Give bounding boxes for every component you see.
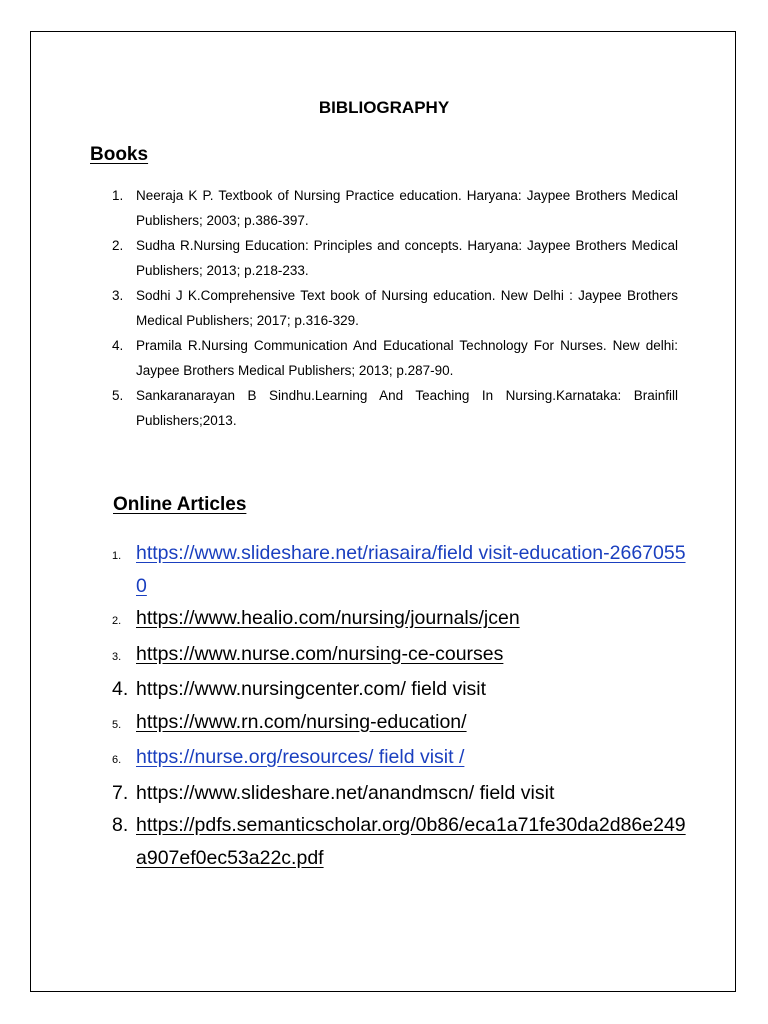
article-item xyxy=(112,777,692,810)
article-link[interactable]: https://www.rn.com/nursing-education/ xyxy=(136,710,467,733)
article-link[interactable]: https://www.slideshare.net/riasaira/field visit-education-26670550 xyxy=(136,542,686,597)
article-number: 2. xyxy=(112,615,122,627)
book-item xyxy=(112,383,678,433)
article-item xyxy=(112,673,692,706)
online-articles-list xyxy=(112,537,692,874)
book-item xyxy=(112,283,678,333)
article-number: 3. xyxy=(112,650,122,663)
page-title: BIBLIOGRAPHY xyxy=(318,98,450,117)
book-citation: Neeraja K P. Textbook of Nursing Practice education. Haryana: Jaypee Brothers Medical Publishers; 2003; p.386-397. xyxy=(136,188,678,228)
article-item xyxy=(112,638,692,674)
books-list xyxy=(112,183,678,433)
article-number: 7. xyxy=(112,781,129,804)
book-citation: Sodhi J K.Comprehensive Text book of Nursing education. New Delhi : Jaypee Brothers Medical Publishers; 2017; p.316-329. xyxy=(136,288,678,328)
article-item xyxy=(112,602,692,638)
books-heading: Books xyxy=(90,144,149,165)
book-item xyxy=(112,183,678,233)
book-item xyxy=(112,333,678,383)
article-item xyxy=(112,537,692,602)
article-item xyxy=(112,706,692,742)
book-number: 2. xyxy=(112,238,124,253)
book-citation: Pramila R.Nursing Communication And Educational Technology For Nurses. New delhi: Jaypee Brothers Medical Publishers; 2013; p.287-90. xyxy=(136,338,678,378)
article-item xyxy=(112,741,692,777)
book-number: 5. xyxy=(112,388,124,403)
article-number: 6. xyxy=(112,754,122,766)
book-citation: Sankaranarayan B Sindhu.Learning And Teaching In Nursing.Karnataka: Brainfill Publishers;2013. xyxy=(136,388,678,428)
article-number: 1. xyxy=(112,550,122,562)
article-item xyxy=(112,809,692,874)
online-articles-heading: Online Articles xyxy=(113,494,247,515)
book-item xyxy=(112,233,678,283)
article-link: https://www.nursingcenter.com/ field visit xyxy=(136,678,487,700)
book-number: 3. xyxy=(112,288,124,303)
article-link[interactable]: https://www.healio.com/nursing/journals/jcen xyxy=(136,607,520,629)
article-number: 5. xyxy=(112,718,122,731)
article-number: 4. xyxy=(112,678,129,700)
book-number: 1. xyxy=(112,188,124,203)
book-number: 4. xyxy=(112,338,124,353)
book-citation: Sudha R.Nursing Education: Principles and concepts. Haryana: Jaypee Brothers Medical Publishers; 2013; p.218-233. xyxy=(136,238,678,278)
article-link[interactable]: https://pdfs.semanticscholar.org/0b86/eca1a71fe30da2d86e249a907ef0ec53a22c.pdf xyxy=(136,814,686,869)
article-number: 8. xyxy=(112,814,129,836)
article-link: https://www.slideshare.net/anandmscn/ field visit xyxy=(136,781,555,804)
article-link[interactable]: https://nurse.org/resources/ field visit / xyxy=(136,746,465,768)
article-link[interactable]: https://www.nurse.com/nursing-ce-courses xyxy=(136,642,504,665)
